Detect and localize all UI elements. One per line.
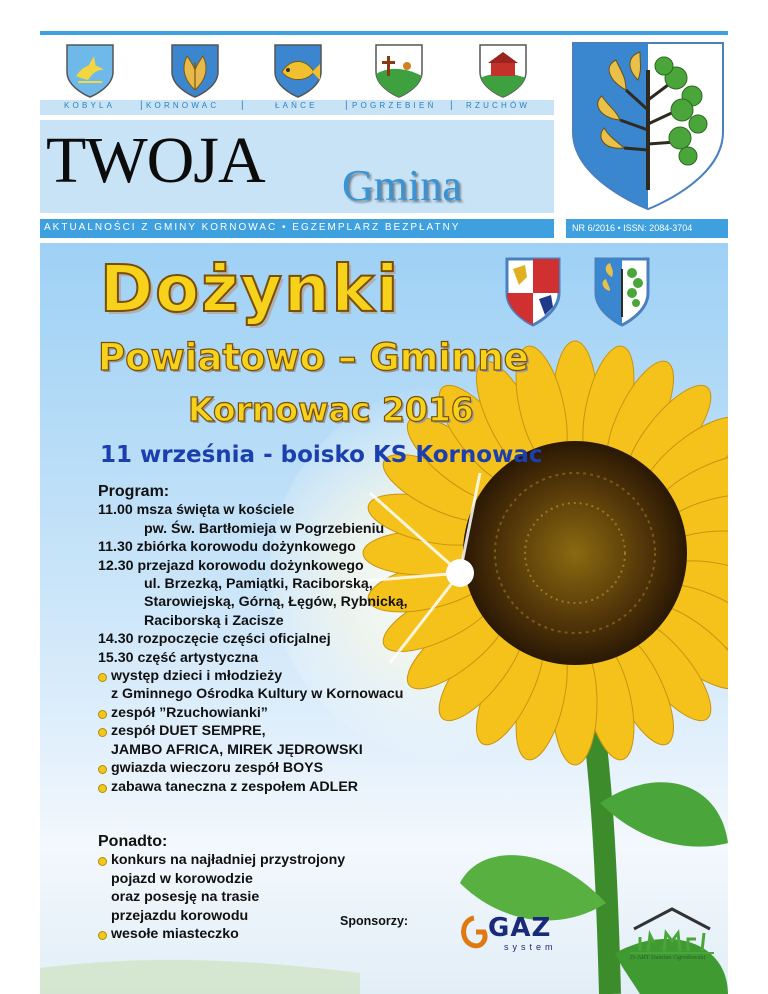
program-list xyxy=(98,483,408,796)
issue-number: NR 6/2016 • ISSN: 2084-3704 xyxy=(572,223,693,233)
village-name-rzuchow: RZUCHÓW xyxy=(466,101,531,110)
sponsors-label: Sponsorzy: xyxy=(340,914,409,928)
village-separator: | xyxy=(241,100,244,111)
powiat-crest-icon xyxy=(503,255,563,329)
program-title: Program: xyxy=(98,483,170,500)
program-bullet-item: gwiazda wieczoru zespół BOYS xyxy=(98,759,408,777)
event-date-line: 11 września - boisko KS Kornowac xyxy=(100,442,543,468)
program-item: 11.00 msza święta w kościele xyxy=(98,502,295,519)
also-item: pojazd w korowodzie xyxy=(111,870,253,887)
program-bullet-item: zespół DUET SEMPRE, xyxy=(98,722,408,740)
pogrzebien-crest-icon xyxy=(373,42,425,100)
program-item: 14.30 rozpoczęcie części oficjalnej xyxy=(98,631,331,648)
gaz-system-logo-word: GAZ xyxy=(488,913,552,943)
program-bullet-item: zespół ”Rzuchowianki” xyxy=(98,704,408,722)
gmina-oak-crest-icon xyxy=(568,40,728,212)
headline-powiatowo-gminne: Powiatowo – Gminne xyxy=(98,336,529,379)
dart-logo-text: D-ART Damian Ogrodowski xyxy=(630,954,706,961)
program-item: pw. Św. Bartłomieja w Pogrzebieniu xyxy=(144,520,385,537)
village-name-lance: ŁAŃCE xyxy=(275,101,318,110)
kornowac-crest-icon xyxy=(169,42,221,100)
program-bullet-item: występ dzieci i młodzieży xyxy=(98,667,408,685)
program-item: ul. Brzezką, Pamiątki, Raciborską, xyxy=(144,576,373,593)
also-title: Ponadto: xyxy=(98,833,168,850)
also-bullet-item: wesołe miasteczko xyxy=(98,925,345,943)
lance-crest-icon xyxy=(272,42,324,100)
program-item: z Gminnego Ośrodka Kultury w Kornowacu xyxy=(111,686,404,703)
also-item: przejazdu korowodu xyxy=(111,907,249,924)
program-item: Starowiejską, Górną, Łęgów, Rybnicką, xyxy=(144,594,408,611)
village-separator: | xyxy=(140,100,143,111)
also-item: oraz posesję na trasie xyxy=(111,889,260,906)
program-item: 11.30 zbiórka korowodu dożynkowego xyxy=(98,539,356,556)
masthead-title-gmina: Gmina xyxy=(342,161,462,210)
top-rule xyxy=(40,31,728,35)
masthead-title-twoja: TWOJA xyxy=(46,124,265,197)
program-item: JAMBO AFRICA, MIREK JĘDROWSKI xyxy=(111,741,363,758)
village-separator: | xyxy=(450,100,453,111)
village-name-kornowac: KORNOWAC xyxy=(146,101,220,110)
gmina-oak-crest-small-icon xyxy=(592,255,652,329)
also-bullet-item: konkurs na najładniej przystrojony xyxy=(98,851,345,869)
rzuchow-crest-icon xyxy=(477,42,529,100)
tagline: AKTUALNOŚCI Z GMINY KORNOWAC • EGZEMPLARZ BEZPŁATNY xyxy=(44,222,461,233)
additional-attractions xyxy=(98,833,345,943)
headline-kornowac-2016: Kornowac 2016 xyxy=(188,390,474,429)
gaz-system-logo-sub: system xyxy=(504,942,557,952)
program-item: Raciborską i Zacisze xyxy=(144,612,284,629)
program-item: 15.30 część artystyczna xyxy=(98,649,259,666)
poster xyxy=(40,243,728,994)
program-item: 12.30 przejazd korowodu dożynkowego xyxy=(98,557,364,574)
village-separator: | xyxy=(345,100,348,111)
village-name-pogrzebien: POGRZEBIEŃ xyxy=(352,101,437,110)
village-name-kobyla: KOBYLA xyxy=(64,101,116,110)
kobyla-crest-icon xyxy=(64,42,116,100)
headline-dozynki: Dożynki xyxy=(100,253,401,327)
program-bullet-item: zabawa taneczna z zespołem ADLER xyxy=(98,778,408,796)
